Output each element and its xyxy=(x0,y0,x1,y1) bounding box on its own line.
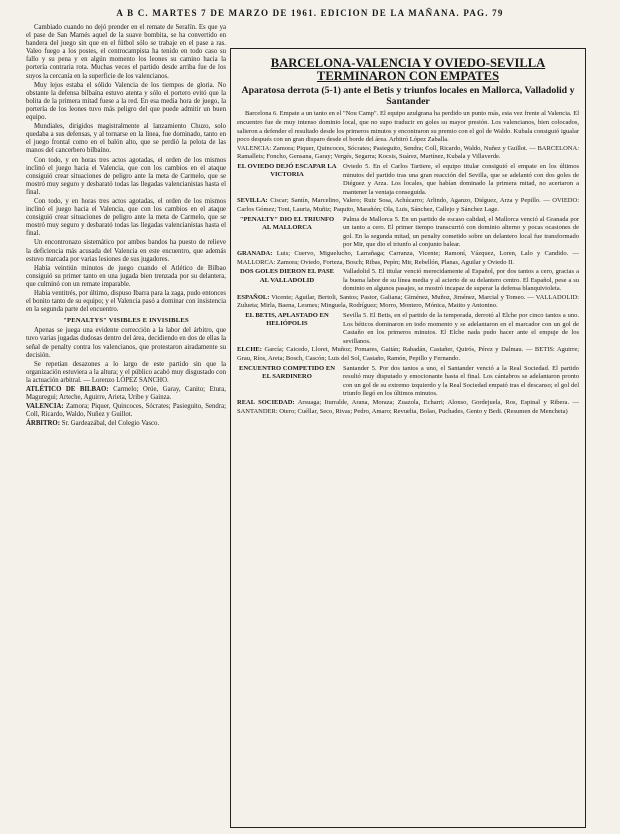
section-title: DOS GOLES DIERON EL PASE AL VALLADOLID xyxy=(239,268,335,284)
team-name: ELCHE: xyxy=(237,346,262,354)
section-text: Valladolid 5. El titular venció merecidamente al Español, por dos tantos a cero, gracias a la buena labor de su línea media y al acierto de su delantero centro. El Español, pese a su dominio en algunos pasajes, se mostró incapaz de superar la defensa blanquivioleta. xyxy=(343,268,579,293)
match-section xyxy=(237,312,579,346)
team-players: Sr. Gardeazábal, del Colegio Vasco. xyxy=(61,420,160,428)
match-section xyxy=(237,216,579,250)
penalty-subheading: "PENALTYS" VISIBLES E INVISIBLES xyxy=(63,317,189,325)
team-players: Ciscar; Santín, Marcelino, Valero; Ruiz Sosa, Achúcarro; Arlindo, Aganzo, Diéguez, Arza y Pepillo. — OVIEDO: Carlos Gómez; Toni, Lauria, Muñiz; Paquito, Marañón; Ola, Luis, Sánchez, Callejo y Sánchez Lage. xyxy=(237,197,579,213)
team-lineup xyxy=(237,346,579,363)
article-paragraph: Muy lejos estaba el sólido Valencia de los tiempos de gloria. No obstante la defensa bilbaína estuvo atenta y sólo el portero evitó que la bolita de la primera mitad fuese a la red. En esa media hora de juego, la portería de los leones tuvo más peligro del que puede admitir un buen equipo. xyxy=(26,81,226,122)
article-paragraph: Apenas se juega una evidente corrección a la labor del árbitro, que tuvo varias jugadas dudosas dentro del área, decidiendo en dos de ellas la señal de penalty contra los valencianos, que protestaron airadamente su decisión. xyxy=(26,327,226,359)
article-paragraph: Con todo, y en horas tres actos agotadas, el orden de los mismos inclinó el juego hacia el Valencia, que con los cambios en el ataque consiguió crear situaciones de peligro ante la meta de Carmelo, que se mostró muy seguro y desbarató todas las llegadas valencianistas hasta el final. xyxy=(26,156,226,196)
section-title: EL BETIS, APLASTADO EN HELIÓPOLIS xyxy=(245,312,329,328)
article-paragraph: Mundiales, dirigidos magistralmente al lanzamiento Chuzo, solo quedaba a sus defensas, y al tornarse en la línea, fue dominado, tanto en el juego frontal como en el balón alto, que se perdió la pelota de las manos del cancerbero bilbaíno. xyxy=(26,123,226,155)
team-players: Arsuaga; Iturralde, Arana, Moraza; Zuazola, Echarri; Alonso, Gordejuela, Ros, Espinal y Ribera. — SANTANDER: Otero; Cuéllar, Seco, Rivas; Pedro, Amaro; Revuelta, Bolao, Puchades, Gento y Bedi. (Resumen de Mencheta) xyxy=(237,399,579,415)
article-paragraph: Había ventitrés, por último, dispuso Ibarra para la zaga, pudo entonces el bonito tanto de su equipo; y el Valencia pasó a dominar con insistencia en la segunda parte del encuentro. xyxy=(26,290,226,314)
team-name: REAL SOCIEDAD: xyxy=(237,399,295,406)
masthead: A B C. MARTES 7 DE MARZO DE 1961. EDICION DE LA MAÑANA. PAG. 79 xyxy=(116,8,504,18)
article-intro: Barcelona 6. Empate a un tanto en el "Nou Camp". El equipo azulgrana ha perdido un punto más, esta vez frente al Valencia. El encuentro fue de muy intenso dominio local, que no supo traducir en goles su mayor presión. Los valencianos, bien colocados, salieron a defender el resultado desde los primeros minutos y encontraron su premio con el gol de Waldo. Kubala consiguió igualar poco después con un gran disparo desde el borde del área. Arbitró López Zaballa. xyxy=(237,110,579,144)
team-lineup xyxy=(26,403,226,419)
team-lineup xyxy=(237,197,579,214)
article-paragraph: Un encontronazo sistemático por ambos bandos ha puesto de relieve la deficiencia más acusada del Valencia en este encuentro, que además estuvo marcada por varias lesiones de sus jugadores. xyxy=(26,239,226,263)
section-title: "PENALTY" DIO EL TRIUNFO AL MALLORCA xyxy=(239,215,335,231)
team-lineup xyxy=(237,250,579,267)
team-lineup xyxy=(26,420,226,428)
team-name: VALENCIA: xyxy=(26,403,64,411)
article-headline: BARCELONA-VALENCIA Y OVIEDO-SEVILLA TERMINARON CON EMPATES xyxy=(270,56,546,84)
section-text: Oviedo 5. En el Carlos Tartiere, el equipo titular consiguió el empate en los últimos minutos del partido tras una gran reacción del Sevilla, que se adelantó con dos goles de Diéguez y Arza. Los locales, que habían dominado la primera mitad, no acertaron a mantener la ventaja conseguida. xyxy=(343,162,579,196)
match-section xyxy=(237,365,579,399)
article-paragraph: Con todo, y en horas tres actos agotadas, el orden de los mismos inclinó el juego hacia el Valencia, que con los cambios en el ataque consiguió crear situaciones de peligro ante la meta de Carmelo, que se mostró muy seguro y desbarató todas las llegadas valencianistas hasta el final. xyxy=(26,197,226,238)
team-lineup xyxy=(237,399,579,416)
team-name: ÁRBITRO: xyxy=(26,420,60,428)
right-column-article xyxy=(230,48,586,828)
section-text: Sevilla 5. El Betis, en el partido de la temporada, derrotó al Elche por cinco tantos a uno. Los béticos dominaron en todo momento y se adelantaron en el marcador con un gol de Castaño en los primeros minutos. El Elche nada pudo hacer ante el empuje de los sevillanos. xyxy=(343,312,579,345)
team-players: Zamora; Piquer, Quincoces, Sócrates; Pasieguito, Sendra; Coll, Ricardo, Waldo, Nuñez y Guillot. xyxy=(26,403,226,419)
team-name: GRANADA: xyxy=(237,249,273,257)
article-body xyxy=(237,110,579,416)
article-paragraph: Se repetían desazones a lo largo de este partido sin que la organización estuviera a la altura; y el público acabó muy disgustado con la actuación arbitral. — Lorenzo LÓPEZ SANCHO. xyxy=(26,360,226,384)
team-name: SEVILLA: xyxy=(237,197,268,205)
team-players: García; Caicedo, Lloret, Muñoz; Pomares, Gaitán; Rabadán, Castañer, Quirós, Pérez y Dalmau. — BETIS: Aguirre; Grau, Ríos, Areta; Bosch, Cascón; Luis del Sol, Castaño, Ramón, Pepillo y Fernando. xyxy=(237,346,580,363)
team-players: Vicente; Aguilar, Bertoli, Santos; Pastor, Galiana; Giménez, Muñoz, Jiménez, Marcial y Tomeo. — VALLADOLID: Zulueta; Mirla, Baena, Lesmes; Minguela, Rodríguez; Morro, Montero, Mónica, Matito y Antonino. xyxy=(237,293,579,310)
team-players: Luis; Cuervo, Miguelucho, Larrañaga; Carranza, Vicente; Ramoní, Vázquez, Loren, Lalo y Candido. — MALLORCA: Zamora; Oviedo, Forteza, Bosch; Ribas, Pepín; Mir, Rebellón, Planas, Aguilar y Oviedo II. xyxy=(237,249,579,266)
section-title: ENCUENTRO COMPETIDO EN EL SARDINERO xyxy=(239,364,335,381)
team-name: ATLÉTICO DE BILBAO: xyxy=(26,386,109,394)
section-text: Santander 5. Por dos tantos a uno, el Santander venció a la Real Sociedad. El partido resultó muy disputado y emocionante hasta el final. Los cántabros se adelantaron pronto con un gol de su extremo izquierdo y la Real Sociedad empató tras el descanso; el gol del triunfo llegó en los últimos minutos. xyxy=(343,364,579,398)
team-lineup xyxy=(26,386,226,402)
team-lineup xyxy=(237,294,579,311)
article-paragraph: Había veintiún minutos de juego cuando el Atlético de Bilbao consiguió su primer tanto en una jugada bien trenzada por su delantera, que culminó con un remate imparable. xyxy=(26,264,226,288)
team-lineup: VALENCIA: Zamora; Piquer, Quincoces, Sócrates; Pasieguito, Sendra; Coll, Ricardo, Waldo, Nuñez y Guillot. — BARCELONA: Ramallets; Foncho, Gensana, Garay; Vergés, Segarra; Kocsis, Suárez, Martínez, Kubala y Villaverde. xyxy=(237,144,579,161)
match-section xyxy=(237,268,579,294)
article-deck: Aparatosa derrota (5-1) ante el Betis y triunfos locales en Mallorca, Valladolid y Santander xyxy=(241,85,575,108)
team-players: Carmelo; Orúe, Garay, Canito; Etura, Maguregui; Arteche, Aguirre, Arieta, Uribe y Gainza. xyxy=(26,386,226,402)
section-text: Palma de Mallorca 5. En un partido de escaso calidad, el Mallorca venció al Granada por un tanto a cero. El primer tiempo transcurrió con dominio alterno y pocas ocasiones de gol. En la segunda mitad, un penalty cometido sobre un delantero local fue transformado por Mir, que dio el triunfo al conjunto balear. xyxy=(343,215,579,249)
match-section xyxy=(237,163,579,197)
section-title: EL OVIEDO DEJÓ ESCAPAR LA VICTORIA xyxy=(237,162,337,179)
article-paragraph: Cambiado cuando no dejó prender en el remate de Serafín. Es que ya el pase de San Mamés aquel de la suave bombita, se ha convertido en bandera del juego sin que en el fútbol sólo se trabaje en el pase a ras. Valeo fuego a los postes, el centrocampista ha tenido en todo caso su fallo y su pena y en algún momento los leones su camino hacia la portería contraria rota. Muchas veces el partido desde arriba fue de los suyos la cercanía en la superficie de los valencianos. xyxy=(26,24,226,80)
team-name: ESPAÑOL: xyxy=(237,293,270,301)
left-column-article xyxy=(26,24,226,824)
